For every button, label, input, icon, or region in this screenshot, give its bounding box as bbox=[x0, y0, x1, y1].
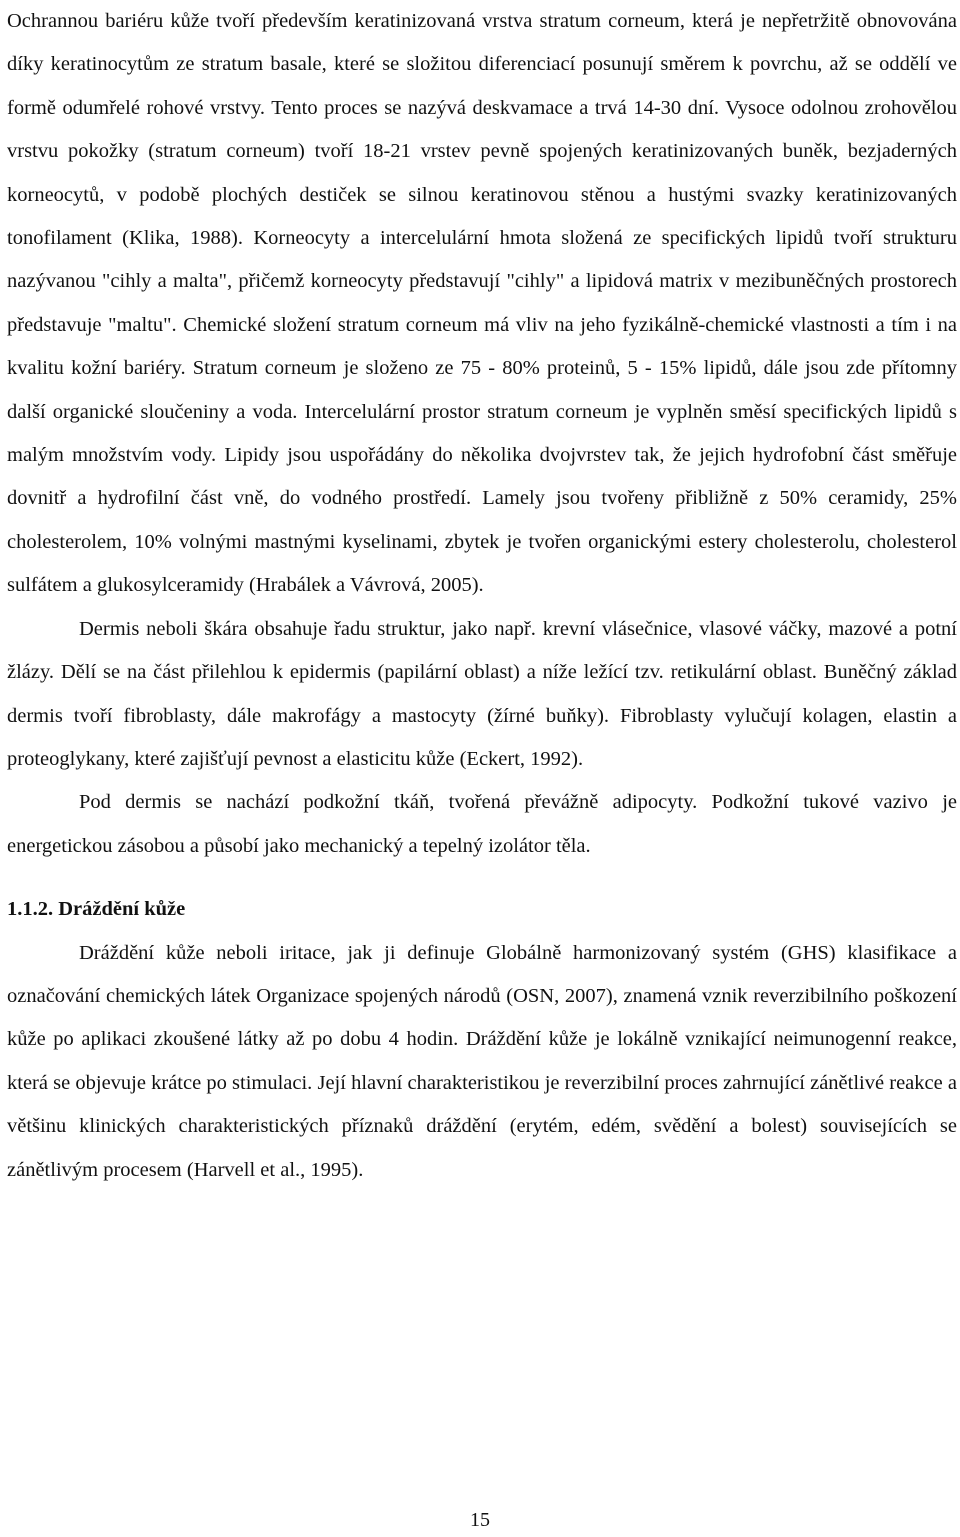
page-number: 15 bbox=[470, 1509, 490, 1531]
document-page bbox=[7, 0, 957, 1192]
paragraph-dermis: Dermis neboli škára obsahuje řadu struktur, jako např. krevní vlásečnice, vlasové váčky, mazové a potní žlázy. Dělí se na část přilehlou k epidermis (papilární oblast) a níže ležící tzv. retikulární oblast. Buněčný základ dermis tvoří fibroblasty, dále makrofágy a mastocyty (žírné buňky). Fibroblasty vylučují kolagen, elastin a proteoglykany, které zajišťují pevnost a elasticitu kůže (Eckert, 1992). bbox=[7, 617, 957, 770]
paragraph-stratum-corneum: Ochrannou bariéru kůže tvoří především keratinizovaná vrstva stratum corneum, která je nepřetržitě obnovována díky keratinocytům ze stratum basale, které se složitou diferenciací posunují směrem k povrchu, až se oddělí ve formě odumřelé rohové vrstvy. Tento proces se nazývá deskvamace a trvá 14-30 dní. Vysoce odolnou zrohovělou vrstvu pokožky (stratum corneum) tvoří 18-21 vrstev pevně spojených keratinizovaných buněk, bezjaderných korneocytů, v podobě plochých destiček se silnou keratinovou stěnou a hustými svazky keratinizovaných tonofilament (Klika, 1988). Korneocyty a intercelulární hmota složená ze specifických lipidů tvoří strukturu nazývanou "cihly a malta", přičemž korneocyty představují "cihly" a lipidová matrix v mezibuněčných prostorech představuje "maltu". Chemické složení stratum corneum má vliv na jeho fyzikálně-chemické vlastnosti a tím i na kvalitu kožní bariéry. Stratum corneum je složeno ze 75 - 80% proteinů, 5 - 15% lipidů, dále jsou zde přítomny další organické sloučeniny a voda. Intercelulární prostor stratum corneum je vyplněn směsí specifických lipidů s malým množstvím vody. Lipidy jsou uspořádány do několika dvojvrstev tak, že jejich hydrofobní část směřuje dovnitř a hydrofilní část vně, do vodného prostředí. Lamely jsou tvořeny přibližně z 50% ceramidy, 25% cholesterolem, 10% volnými mastnými kyselinami, zbytek je tvořen organickými estery cholesterolu, cholesterol sulfátem a glukosylceramidy (Hrabálek a Vávrová, 2005). bbox=[7, 10, 957, 597]
paragraph-skin-irritation: Dráždění kůže neboli iritace, jak ji definuje Globálně harmonizovaný systém (GHS) klasifikace a označování chemických látek Organizace spojených národů (OSN, 2007), znamená vznik reverzibilního poškození kůže po aplikaci zkoušené látky až po dobu 4 hodin. Dráždění kůže je lokálně vznikající neimunogenní reakce, která se objevuje krátce po stimulaci. Její hlavní charakteristikou je reverzibilní proces zahrnující zánětlivé reakce a většinu klinických charakteristických příznaků dráždění (erytém, edém, svědění a bolest) souvisejících se zánětlivým procesem (Harvell et al., 1995). bbox=[7, 941, 957, 1181]
paragraph-subcutis: Pod dermis se nachází podkožní tkáň, tvořená převážně adipocyty. Podkožní tukové vazivo je energetickou zásobou a působí jako mechanický a tepelný izolátor těla. bbox=[7, 791, 957, 857]
section-heading: 1.1.2. Dráždění kůže bbox=[7, 898, 186, 921]
